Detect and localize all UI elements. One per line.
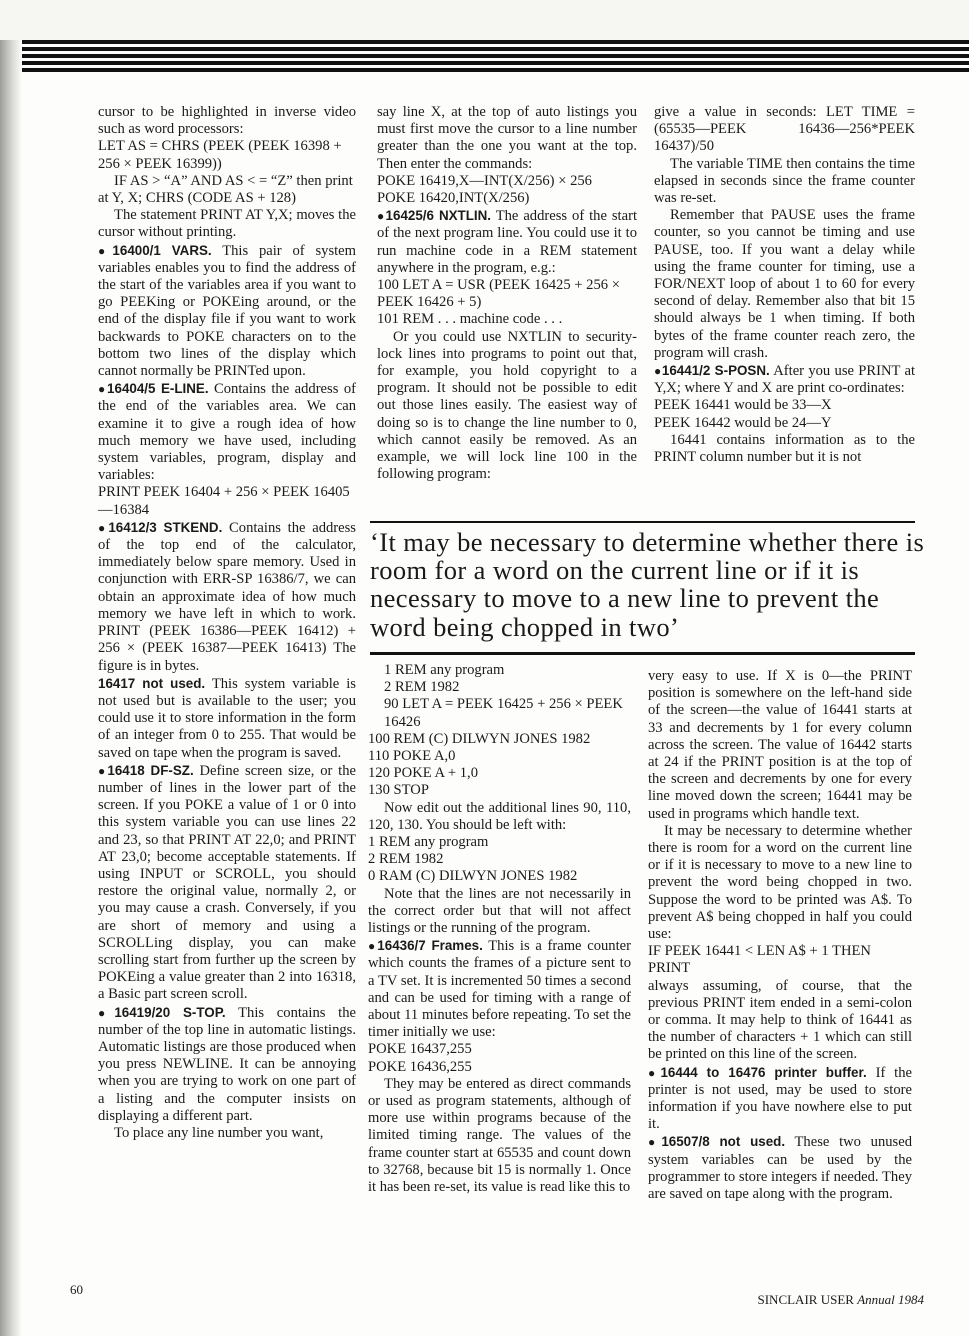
program-listing: [368, 834, 631, 886]
paragraph: always assuming, of course, that the previous PRINT item ended in a semi-colon or comma. It may help to think of 16441 as the number of characters + 1 which can still be printed on this line of the screen.: [648, 977, 912, 1063]
column-2-bottom: [368, 662, 631, 1196]
column-3-bottom: [648, 668, 912, 1203]
entry-body: These two unused system variables can be used by the programmer to store integers if needed. They are saved on tape along with the program.: [648, 1134, 913, 1203]
entry-body: This pair of system variables enables you to find the address of the start of the variables area if you want to go PEEKing or POKEing around, or the end of the display file if you want to work backwards to POKE characters on to the bottom two lines of the display which cannot normally be PRINTed upon.: [98, 242, 357, 380]
pull-quote-bottom-rule: [370, 652, 915, 655]
footer-issue: Annual 1984: [857, 1292, 924, 1307]
entry-printer-buffer: [648, 1064, 912, 1134]
listing-line: 1 REM any program: [368, 834, 489, 851]
entry-heading: 16444 to 16476 printer buffer.: [660, 1064, 867, 1080]
paragraph: Or you could use NXTLIN to security-lock lines into programs to point out that, for example, you hold copyright to a program. It should not be possible to edit out those lines easily. The easiest way of doing so is to change the line number to 0, which cannot easily be removed. As an example, we will lock line 100 in the following program:: [377, 328, 637, 483]
entry-heading: 16412/3 STKEND.: [108, 519, 223, 535]
paragraph: The variable TIME then contains the time elapsed in seconds since the frame counter was re-set.: [654, 155, 915, 207]
column-3-top: [654, 104, 915, 466]
listing-line: 120 POKE A + 1,0: [368, 765, 478, 782]
code-line: PEEK 16441 would be 33—X: [654, 397, 832, 414]
entry-heading: 16425/6 NXTLIN.: [385, 208, 492, 224]
entry-body: This is a frame counter which counts the frames of a picture sent to a TV set. It is incremented 50 times a second and can be used for timing with a range of about 11 minutes before repeating. To set the timer initially we use:: [368, 938, 631, 1041]
code-line: LET AS = CHRS (PEEK (PEEK 16398 + 256 × PEEK 16399)): [98, 138, 342, 172]
bullet-icon: ●: [98, 243, 113, 258]
entry-dfsz: [98, 762, 356, 1004]
entry-heading: 16441/2 S-POSN.: [661, 363, 770, 379]
entry-heading: 16436/7 Frames.: [377, 938, 483, 954]
entry-body: If the printer is not used, may be used to store information if you have nowhere else to put it.: [648, 1064, 912, 1133]
entry-body: Contains the address of the end of the variables area. We can examine it to give a rough idea of how much memory we have used, including system variables, program, display and variables:: [98, 381, 356, 484]
listing-line: 130 STOP: [368, 782, 429, 799]
entry-heading: 16418 DF-SZ.: [107, 762, 194, 778]
entry-not-used: [98, 675, 356, 762]
header-rules: [0, 40, 969, 75]
paragraph: 16441 contains information as to the PRINT column number but it is not: [654, 431, 915, 466]
pull-quote: ‘It may be necessary to determine whether there is room for a word on the current line or if it is necessary to move to a new line to prevent the word being chopped in two’: [370, 527, 925, 642]
code-line: IF PEEK 16441 < LEN A$ + 1 THEN PRINT: [648, 943, 871, 977]
entry-frames: [368, 937, 631, 1041]
paragraph: cursor to be highlighted in inverse video such as word processors:: [98, 104, 356, 138]
code-line: 100 LET A = USR (PEEK 16425 + 256 × PEEK 16426 + 5): [377, 277, 620, 311]
entry-body: Define screen size, or the number of lines in the lower part of the screen. If you POKE a value of 1 or 0 into this system variable you can use lines 22 and 23, so that PRINT AT 22,0; and PRINT AT 23,0; become acceptable statements. If using INPUT or SCROLL, you should restore the original value, normally 2, or you may cause a crash. Conversely, if you are short of memory and using a SCROLLing display, you can make scrolling start from further up the screen by POKEing a value greater than 2 into 16318, a Basic part screen scroll.: [98, 762, 356, 1003]
paragraph: Now edit out the additional lines 90, 110, 120, 130. You should be left with:: [368, 799, 631, 833]
listing-line: 2 REM 1982: [384, 679, 460, 696]
entry-stkend: [98, 519, 356, 675]
running-footer: [758, 1292, 925, 1308]
code-line: POKE 16436,255: [368, 1058, 472, 1075]
paragraph: They may be entered as direct commands or used as program statements, although of more use within programs because of the limited timing range. The values of the frame counter start at 65535 and count down to 32768, because bit 15 is normally 1. Once it has been re-set, its value is read like this to: [368, 1075, 631, 1196]
entry-heading: 16417 not used.: [98, 675, 206, 691]
paragraph: To place any line number you want,: [114, 1124, 324, 1141]
bullet-icon: ●: [98, 382, 108, 397]
code-line: POKE 16420,INT(X/256): [377, 190, 530, 207]
footer-magazine: SINCLAIR USER: [757, 1292, 854, 1307]
bullet-icon: ●: [98, 520, 109, 535]
column-2-top: [377, 104, 637, 483]
entry-nxtlin: [377, 207, 637, 277]
entry-body: After you use PRINT at Y,X; where Y and X are print co-ordinates:: [654, 363, 916, 397]
program-listing: [368, 662, 631, 800]
code-line: PRINT PEEK 16404 + 256 × PEEK 16405—16384: [98, 484, 350, 518]
entry-body: This system variable is not used but is available to the user; you could use it to store information in the form of an integer from 0 to 255. That would be saved on tape when the program is saved.: [98, 675, 356, 761]
pull-quote-top-rule: [370, 521, 915, 523]
paragraph: very easy to use. If X is 0—the PRINT position is somewhere on the left-hand side of the screen—the value of 16441 starts at 33 and decrements by 1 for every column across the screen. The value of 16442 starts at 24 if the PRINT position is at the top of the screen and decrements by one for every line moved down the screen; 16441 may be used in programs which handle text.: [648, 668, 912, 822]
entry-heading: 16404/5 E-LINE.: [107, 381, 209, 397]
bullet-icon: ●: [654, 364, 662, 379]
paragraph: The statement PRINT AT Y,X; moves the cursor without printing.: [98, 207, 356, 241]
bullet-icon: ●: [98, 1005, 115, 1020]
entry-not-used-2: [648, 1133, 912, 1203]
code-line: POKE 16419,X—INT(X/256) × 256: [377, 172, 592, 189]
listing-line: 2 REM 1982: [368, 851, 444, 868]
entry-heading: 16507/8 not used.: [661, 1134, 786, 1150]
code-line: IF AS > “A” AND AS < = “Z” then print at Y, X; CHRS (CODE AS + 128): [98, 172, 353, 207]
code-line: POKE 16437,255: [368, 1041, 472, 1058]
column-1: [98, 104, 356, 1142]
code-line: 101 REM . . . machine code . . .: [377, 311, 563, 328]
paragraph: say line X, at the top of auto listings you must first move the cursor to a line number greater than the one you want at the top. Then enter the commands:: [377, 104, 637, 172]
paragraph: give a value in seconds: LET TIME = (65535—PEEK 16436—256*PEEK 16437)/50: [654, 104, 915, 155]
entry-heading: 16400/1 VARS.: [112, 242, 212, 258]
paragraph: Note that the lines are not necessarily in the correct order but that will not affect listings or the running of the program.: [368, 885, 631, 937]
page-top-margin: [0, 0, 969, 42]
listing-line: 90 LET A = PEEK 16425 + 256 × PEEK 16426: [384, 696, 623, 730]
entry-sposn: [654, 362, 915, 397]
bullet-icon: ●: [368, 939, 378, 954]
listing-line: 100 REM (C) DILWYN JONES 1982: [368, 730, 591, 747]
entry-vars: [98, 242, 356, 381]
listing-line: 1 REM any program: [384, 662, 505, 678]
entry-heading: 16419/20 S-TOP.: [114, 1004, 226, 1020]
entry-body: This contains the number of the top line in automatic listings. Automatic listings are those produced when you press NEWLINE. It can be annoying when you are trying to work on one part of a listing and the computer insists on displaying a different part.: [98, 1004, 356, 1124]
paragraph: It may be necessary to determine whether there is room for a word on the current line or if it is necessary to move to a new line to prevent the word being chopped in two. Suppose the word to be printed was A$. To prevent A$ being chopped in half you could use:: [648, 822, 912, 943]
bullet-icon: ●: [98, 763, 108, 778]
code-line: PEEK 16442 would be 24—Y: [654, 414, 832, 431]
entry-body: Contains the address of the top end of the calculator, immediately below spare memory. Used in conjunction with ERR-SP 16386/7, we can obtain an approximate idea of how much memory we have left in which to work. PRINT (PEEK 16386—PEEK 16412) + 256 × (PEEK 16387—PEEK 16413) The figure is in bytes.: [98, 519, 356, 674]
entry-eline: [98, 380, 356, 484]
bullet-icon: ●: [648, 1135, 662, 1150]
page-number: 60: [70, 1282, 83, 1297]
binding-shadow: [0, 40, 22, 1336]
bullet-icon: ●: [648, 1065, 661, 1080]
bullet-icon: ●: [377, 209, 386, 224]
listing-line: 110 POKE A,0: [368, 748, 456, 765]
entry-body: The address of the start of the next program line. You could use it to run machine code in a REM statement anywhere in the program, e.g.:: [377, 208, 637, 276]
listing-line: 0 RAM (C) DILWYN JONES 1982: [368, 868, 578, 885]
paragraph: Remember that PAUSE uses the frame counter, so you cannot be timing and use PAUSE, too. If you want a delay while using the frame counter for timing, use a FOR/NEXT loop of about 1 to 60 for every second of delay. Remember also that bit 15 should always be 1 when timing. If both bytes of the frame counter reach zero, the program will crash.: [654, 207, 915, 361]
entry-stop: [98, 1004, 356, 1125]
